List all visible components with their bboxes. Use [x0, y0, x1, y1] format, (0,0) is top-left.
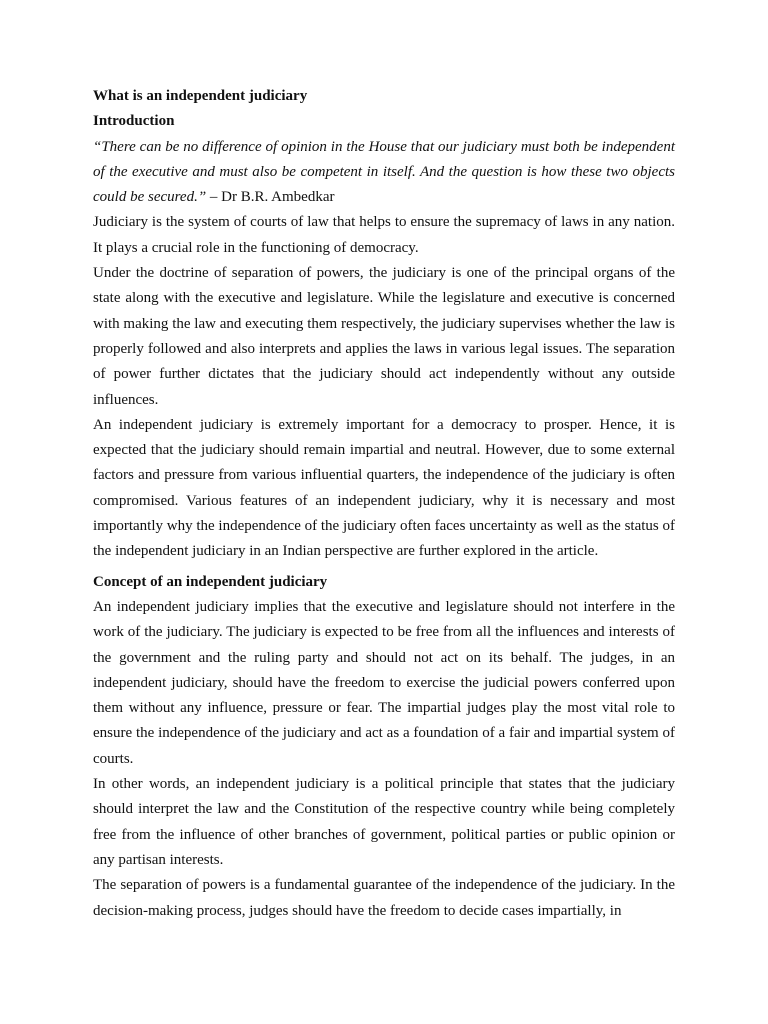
- concept-paragraph-3: The separation of powers is a fundamental guarantee of the independence of the judiciary. In the decision-making process, judges should have the freedom to decide cases impartially, in: [93, 877, 675, 919]
- ambedkar-quote: [93, 135, 675, 211]
- quote-text: “There can be no difference of opinion in the House that our judiciary must both be independent of the executive and must also be competent in itself. And the question is how these two objects could be secured.”: [93, 138, 675, 206]
- concept-paragraph-1: An independent judiciary implies that the executive and legislature should not interfere in the work of the judiciary. The judiciary is expected to be free from all the influences and interests of the government and the ruling party and should not act on its behalf. The judges, in an independent judiciary, should have the freedom to exercise the judicial powers conferred upon them without any influence, pressure or fear. The impartial judges play the most vital role to ensure the independence of the judiciary and act as a foundation of a fair and impartial system of courts.: [93, 598, 675, 767]
- concept-heading: Concept of an independent judiciary: [93, 573, 328, 590]
- introduction-heading: Introduction: [93, 113, 175, 130]
- intro-paragraph-3: An independent judiciary is extremely important for a democracy to prosper. Hence, it is expected that the judiciary should remain impartial and neutral. However, due to some external factors and pressure from various influential quarters, the independence of the judiciary is often compromised. Various features of an independent judiciary, why it is necessary and most importantly why the independence of the judiciary often faces uncertainty as well as the status of the independent judiciary in an Indian perspective are further explored in the article.: [93, 416, 675, 560]
- concept-paragraph-2: In other words, an independent judiciary is a political principle that states that the judiciary should interpret the law and the Constitution of the respective country while being completely free from the influence of other branches of government, political parties or public opinion or any partisan interests.: [93, 776, 675, 868]
- intro-paragraph-2: Under the doctrine of separation of powers, the judiciary is one of the principal organs of the state along with the executive and legislature. While the legislature and executive is concerned with making the law and executing them respectively, the judiciary supervises whether the law is properly followed and also interprets and applies the laws in various legal issues. The separation of power further dictates that the judiciary should act independently without any outside influences.: [93, 265, 675, 408]
- intro-paragraph-1: Judiciary is the system of courts of law that helps to ensure the supremacy of laws in any nation. It plays a crucial role in the functioning of democracy.: [93, 214, 675, 256]
- document-page: [93, 84, 675, 924]
- quote-attribution: – Dr B.R. Ambedkar: [206, 189, 335, 206]
- document-title: What is an independent judiciary: [93, 88, 308, 104]
